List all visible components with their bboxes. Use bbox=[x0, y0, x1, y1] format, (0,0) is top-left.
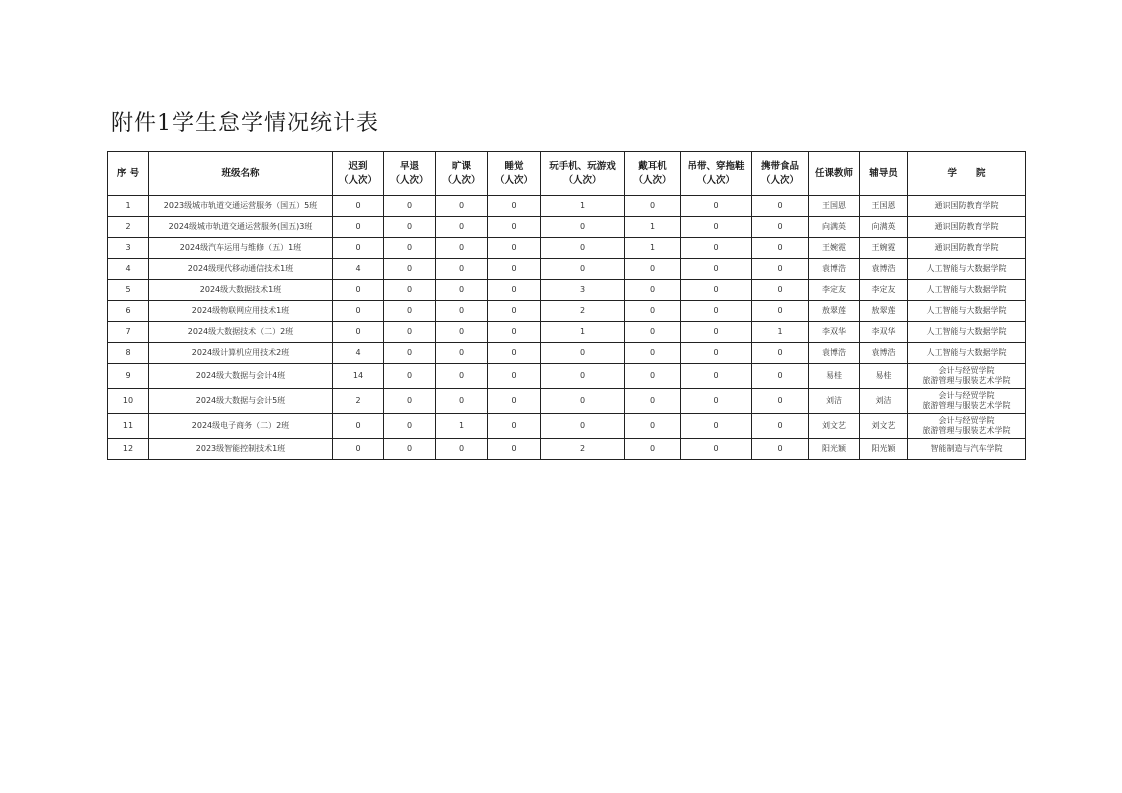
cell-sleep: 0 bbox=[488, 280, 541, 301]
cell-absent: 0 bbox=[436, 343, 488, 364]
cell-food: 0 bbox=[752, 301, 809, 322]
cell-earphone: 0 bbox=[625, 196, 681, 217]
header-label: 玩手机、玩游戏 bbox=[549, 160, 616, 172]
cell-sleep: 0 bbox=[488, 301, 541, 322]
cell-college bbox=[908, 343, 1026, 364]
cell-slippers: 0 bbox=[681, 322, 752, 343]
cell-teacher: 易桂 bbox=[809, 364, 860, 389]
cell-leave-early: 0 bbox=[384, 439, 436, 460]
cell-phone-game: 0 bbox=[541, 414, 625, 439]
cell-college bbox=[908, 389, 1026, 414]
header-unit: （人次） bbox=[390, 174, 429, 186]
cell-teacher: 刘洁 bbox=[809, 389, 860, 414]
cell-leave-early: 0 bbox=[384, 343, 436, 364]
table-row bbox=[108, 364, 1026, 389]
cell-earphone: 1 bbox=[625, 217, 681, 238]
header-unit: （人次） bbox=[696, 174, 735, 186]
cell-leave-early: 0 bbox=[384, 389, 436, 414]
cell-teacher: 袁博浩 bbox=[809, 259, 860, 280]
cell-college bbox=[908, 238, 1026, 259]
cell-food: 0 bbox=[752, 259, 809, 280]
header-earphone bbox=[625, 152, 681, 196]
header-unit: （人次） bbox=[563, 174, 602, 186]
cell-absent: 0 bbox=[436, 259, 488, 280]
cell-counselor: 易桂 bbox=[860, 364, 908, 389]
cell-leave-early: 0 bbox=[384, 280, 436, 301]
cell-slippers: 0 bbox=[681, 196, 752, 217]
cell-leave-early: 0 bbox=[384, 322, 436, 343]
cell-late: 4 bbox=[333, 343, 384, 364]
header-label: 戴耳机 bbox=[638, 160, 667, 172]
header-label: 学 院 bbox=[947, 167, 986, 179]
header-label: 班级名称 bbox=[221, 167, 260, 179]
cell-counselor: 阳光颖 bbox=[860, 439, 908, 460]
header-label: 携带食品 bbox=[760, 160, 799, 172]
cell-slippers: 0 bbox=[681, 389, 752, 414]
cell-late: 4 bbox=[333, 259, 384, 280]
cell-counselor: 敖翠莲 bbox=[860, 301, 908, 322]
cell-absent: 0 bbox=[436, 322, 488, 343]
cell-counselor: 袁博浩 bbox=[860, 343, 908, 364]
college-name: 通识国防教育学院 bbox=[934, 201, 999, 210]
cell-college bbox=[908, 414, 1026, 439]
header-label: 迟到 bbox=[348, 160, 368, 172]
college-name: 人工智能与大数据学院 bbox=[926, 306, 1007, 315]
cell-leave-early: 0 bbox=[384, 196, 436, 217]
cell-leave-early: 0 bbox=[384, 301, 436, 322]
college-name: 通识国防教育学院 bbox=[934, 243, 999, 252]
cell-slippers: 0 bbox=[681, 217, 752, 238]
cell-late: 0 bbox=[333, 280, 384, 301]
cell-food: 0 bbox=[752, 439, 809, 460]
table-row bbox=[108, 217, 1026, 238]
cell-class-name: 2024级大数据与会计4班 bbox=[149, 364, 333, 389]
header-label: 早退 bbox=[399, 160, 419, 172]
cell-slippers: 0 bbox=[681, 301, 752, 322]
header-slippers bbox=[681, 152, 752, 196]
cell-counselor: 刘洁 bbox=[860, 389, 908, 414]
cell-teacher: 敖翠莲 bbox=[809, 301, 860, 322]
cell-absent: 0 bbox=[436, 364, 488, 389]
cell-slippers: 0 bbox=[681, 439, 752, 460]
cell-food: 0 bbox=[752, 280, 809, 301]
college-name-secondary: 旅游管理与服装艺术学院 bbox=[922, 376, 1011, 385]
cell-class-name: 2024级计算机应用技术2班 bbox=[149, 343, 333, 364]
cell-absent: 0 bbox=[436, 217, 488, 238]
cell-teacher: 袁博浩 bbox=[809, 343, 860, 364]
cell-earphone: 0 bbox=[625, 280, 681, 301]
cell-leave-early: 0 bbox=[384, 414, 436, 439]
cell-teacher: 向满英 bbox=[809, 217, 860, 238]
header-label: 辅导员 bbox=[869, 167, 898, 179]
table-row bbox=[108, 301, 1026, 322]
cell-food: 1 bbox=[752, 322, 809, 343]
cell-food: 0 bbox=[752, 389, 809, 414]
cell-phone-game: 2 bbox=[541, 301, 625, 322]
cell-absent: 0 bbox=[436, 439, 488, 460]
college-name: 人工智能与大数据学院 bbox=[926, 264, 1007, 273]
table-header-row bbox=[108, 152, 1026, 196]
cell-earphone: 1 bbox=[625, 238, 681, 259]
header-food bbox=[752, 152, 809, 196]
cell-index: 7 bbox=[108, 322, 149, 343]
cell-phone-game: 2 bbox=[541, 439, 625, 460]
table-row bbox=[108, 343, 1026, 364]
cell-late: 0 bbox=[333, 238, 384, 259]
college-name: 人工智能与大数据学院 bbox=[926, 285, 1007, 294]
cell-food: 0 bbox=[752, 196, 809, 217]
cell-index: 8 bbox=[108, 343, 149, 364]
cell-index: 4 bbox=[108, 259, 149, 280]
college-name: 智能制造与汽车学院 bbox=[930, 444, 1003, 453]
college-name: 会计与经贸学院 bbox=[938, 416, 995, 425]
cell-sleep: 0 bbox=[488, 217, 541, 238]
truancy-stats-table bbox=[107, 151, 1026, 460]
table-body bbox=[108, 196, 1026, 460]
college-name: 人工智能与大数据学院 bbox=[926, 348, 1007, 357]
cell-sleep: 0 bbox=[488, 196, 541, 217]
header-unit: （人次） bbox=[442, 174, 481, 186]
cell-absent: 0 bbox=[436, 196, 488, 217]
cell-late: 2 bbox=[333, 389, 384, 414]
college-name: 通识国防教育学院 bbox=[934, 222, 999, 231]
cell-teacher: 李定友 bbox=[809, 280, 860, 301]
cell-phone-game: 0 bbox=[541, 259, 625, 280]
cell-phone-game: 3 bbox=[541, 280, 625, 301]
page-title: 附件1学生怠学情况统计表 bbox=[111, 111, 379, 136]
college-name-secondary: 旅游管理与服装艺术学院 bbox=[922, 426, 1011, 435]
header-college bbox=[908, 152, 1026, 196]
cell-class-name: 2024级大数据技术（二）2班 bbox=[149, 322, 333, 343]
cell-college bbox=[908, 217, 1026, 238]
cell-leave-early: 0 bbox=[384, 364, 436, 389]
cell-slippers: 0 bbox=[681, 280, 752, 301]
cell-absent: 0 bbox=[436, 280, 488, 301]
cell-leave-early: 0 bbox=[384, 238, 436, 259]
cell-phone-game: 0 bbox=[541, 343, 625, 364]
college-name: 会计与经贸学院 bbox=[938, 366, 995, 375]
cell-late: 0 bbox=[333, 217, 384, 238]
cell-food: 0 bbox=[752, 238, 809, 259]
cell-college bbox=[908, 280, 1026, 301]
cell-earphone: 0 bbox=[625, 259, 681, 280]
cell-class-name: 2024级现代移动通信技术1班 bbox=[149, 259, 333, 280]
cell-teacher: 阳光颖 bbox=[809, 439, 860, 460]
cell-college bbox=[908, 364, 1026, 389]
cell-slippers: 0 bbox=[681, 238, 752, 259]
cell-sleep: 0 bbox=[488, 322, 541, 343]
cell-earphone: 0 bbox=[625, 439, 681, 460]
cell-counselor: 向满英 bbox=[860, 217, 908, 238]
cell-counselor: 王国恩 bbox=[860, 196, 908, 217]
cell-sleep: 0 bbox=[488, 389, 541, 414]
cell-index: 5 bbox=[108, 280, 149, 301]
cell-sleep: 0 bbox=[488, 343, 541, 364]
cell-college bbox=[908, 196, 1026, 217]
cell-late: 0 bbox=[333, 414, 384, 439]
header-label: 旷课 bbox=[451, 160, 471, 172]
header-teacher bbox=[809, 152, 860, 196]
cell-index: 12 bbox=[108, 439, 149, 460]
cell-class-name: 2024级大数据与会计5班 bbox=[149, 389, 333, 414]
cell-counselor: 袁博浩 bbox=[860, 259, 908, 280]
cell-index: 10 bbox=[108, 389, 149, 414]
header-label: 任课教师 bbox=[814, 167, 853, 179]
cell-slippers: 0 bbox=[681, 343, 752, 364]
cell-class-name: 2023级智能控制技术1班 bbox=[149, 439, 333, 460]
cell-class-name: 2024级物联网应用技术1班 bbox=[149, 301, 333, 322]
table-row bbox=[108, 238, 1026, 259]
cell-index: 2 bbox=[108, 217, 149, 238]
cell-teacher: 刘文艺 bbox=[809, 414, 860, 439]
table-row bbox=[108, 280, 1026, 301]
cell-sleep: 0 bbox=[488, 439, 541, 460]
cell-absent: 0 bbox=[436, 389, 488, 414]
cell-college bbox=[908, 322, 1026, 343]
cell-late: 0 bbox=[333, 301, 384, 322]
table-row bbox=[108, 389, 1026, 414]
cell-food: 0 bbox=[752, 217, 809, 238]
cell-earphone: 0 bbox=[625, 343, 681, 364]
cell-index: 1 bbox=[108, 196, 149, 217]
table-row bbox=[108, 196, 1026, 217]
cell-absent: 1 bbox=[436, 414, 488, 439]
header-label: 吊带、穿拖鞋 bbox=[687, 160, 745, 172]
cell-late: 0 bbox=[333, 439, 384, 460]
cell-food: 0 bbox=[752, 364, 809, 389]
header-unit: （人次） bbox=[760, 174, 799, 186]
header-unit: （人次） bbox=[633, 174, 672, 186]
cell-late: 0 bbox=[333, 196, 384, 217]
cell-phone-game: 0 bbox=[541, 238, 625, 259]
table-row bbox=[108, 322, 1026, 343]
cell-sleep: 0 bbox=[488, 364, 541, 389]
table-row bbox=[108, 259, 1026, 280]
cell-counselor: 王婉霓 bbox=[860, 238, 908, 259]
cell-class-name: 2024级城市轨道交通运营服务(国五)3班 bbox=[149, 217, 333, 238]
cell-index: 3 bbox=[108, 238, 149, 259]
cell-earphone: 0 bbox=[625, 322, 681, 343]
header-absent bbox=[436, 152, 488, 196]
table-row bbox=[108, 439, 1026, 460]
header-leave-early bbox=[384, 152, 436, 196]
cell-phone-game: 0 bbox=[541, 217, 625, 238]
cell-slippers: 0 bbox=[681, 259, 752, 280]
cell-class-name: 2023级城市轨道交通运营服务（国五）5班 bbox=[149, 196, 333, 217]
cell-phone-game: 1 bbox=[541, 196, 625, 217]
cell-class-name: 2024级电子商务（二）2班 bbox=[149, 414, 333, 439]
cell-sleep: 0 bbox=[488, 414, 541, 439]
cell-leave-early: 0 bbox=[384, 259, 436, 280]
cell-phone-game: 0 bbox=[541, 364, 625, 389]
header-label: 序 号 bbox=[116, 167, 140, 179]
header-counselor bbox=[860, 152, 908, 196]
cell-index: 11 bbox=[108, 414, 149, 439]
table-row bbox=[108, 414, 1026, 439]
cell-sleep: 0 bbox=[488, 238, 541, 259]
cell-late: 0 bbox=[333, 322, 384, 343]
cell-college bbox=[908, 439, 1026, 460]
cell-earphone: 0 bbox=[625, 364, 681, 389]
cell-absent: 0 bbox=[436, 301, 488, 322]
cell-earphone: 0 bbox=[625, 301, 681, 322]
cell-teacher: 王国恩 bbox=[809, 196, 860, 217]
header-phone-game bbox=[541, 152, 625, 196]
header-sleep bbox=[488, 152, 541, 196]
cell-index: 9 bbox=[108, 364, 149, 389]
header-index bbox=[108, 152, 149, 196]
cell-teacher: 李双华 bbox=[809, 322, 860, 343]
cell-counselor: 刘文艺 bbox=[860, 414, 908, 439]
cell-phone-game: 0 bbox=[541, 389, 625, 414]
cell-sleep: 0 bbox=[488, 259, 541, 280]
cell-class-name: 2024级汽车运用与维修（五）1班 bbox=[149, 238, 333, 259]
header-unit: （人次） bbox=[338, 174, 377, 186]
cell-counselor: 李定友 bbox=[860, 280, 908, 301]
cell-slippers: 0 bbox=[681, 364, 752, 389]
header-unit: （人次） bbox=[494, 174, 533, 186]
cell-food: 0 bbox=[752, 343, 809, 364]
cell-counselor: 李双华 bbox=[860, 322, 908, 343]
college-name-secondary: 旅游管理与服装艺术学院 bbox=[922, 401, 1011, 410]
cell-slippers: 0 bbox=[681, 414, 752, 439]
cell-food: 0 bbox=[752, 414, 809, 439]
college-name: 会计与经贸学院 bbox=[938, 391, 995, 400]
college-name: 人工智能与大数据学院 bbox=[926, 327, 1007, 336]
cell-class-name: 2024级大数据技术1班 bbox=[149, 280, 333, 301]
cell-college bbox=[908, 301, 1026, 322]
header-class-name bbox=[149, 152, 333, 196]
cell-index: 6 bbox=[108, 301, 149, 322]
cell-late: 14 bbox=[333, 364, 384, 389]
cell-teacher: 王婉霓 bbox=[809, 238, 860, 259]
cell-college bbox=[908, 259, 1026, 280]
header-late bbox=[333, 152, 384, 196]
cell-leave-early: 0 bbox=[384, 217, 436, 238]
cell-absent: 0 bbox=[436, 238, 488, 259]
cell-earphone: 0 bbox=[625, 389, 681, 414]
cell-phone-game: 1 bbox=[541, 322, 625, 343]
header-label: 睡觉 bbox=[504, 160, 524, 172]
cell-earphone: 0 bbox=[625, 414, 681, 439]
